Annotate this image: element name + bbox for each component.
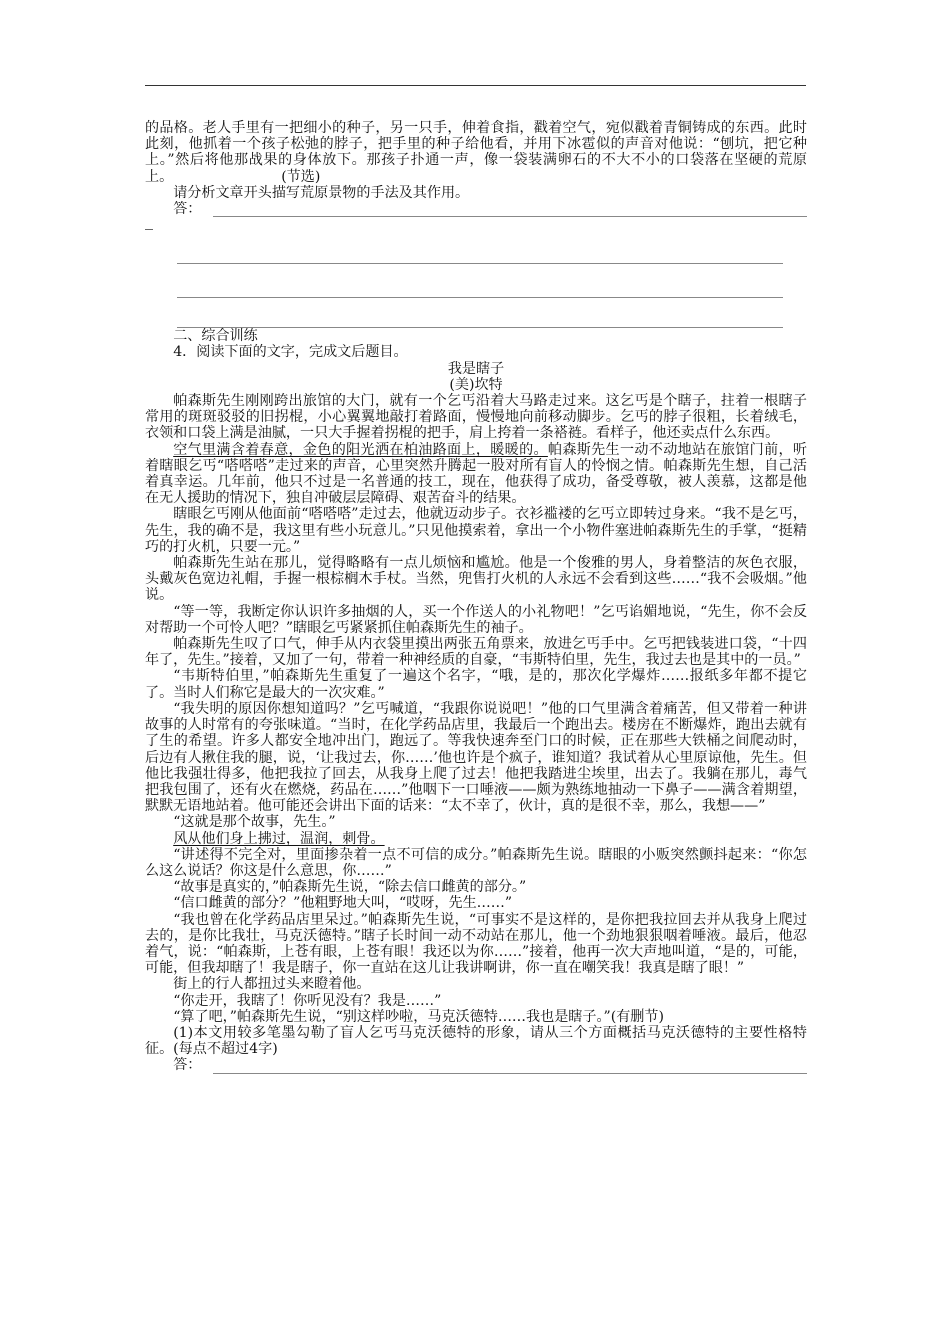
article-paragraph-13: “信口雌黄的部分？”他粗野地大叫，“哎呀，先生……” <box>173 895 513 912</box>
article-paragraph-10 <box>145 831 807 847</box>
article-paragraph-17: “算了吧，”帕森斯先生说，“别这样吵啦，马克沃德特……我也是瞎子。”(有删节) <box>173 1008 664 1025</box>
article-title: 我是瞎子 <box>447 360 505 377</box>
header-rule <box>145 85 806 86</box>
question-4-intro: 4．阅读下面的文字，完成文后题目。 <box>173 344 408 361</box>
prev-question: 请分析文章开头描写荒原景物的手法及其作用。 <box>173 184 470 201</box>
document-body <box>145 120 807 1074</box>
article-paragraph-3: 瞎眼乞丐刚从他面前“嗒嗒嗒”走过去，他就迈动步子。衣衫褴褛的乞丐立即转过身来。“我不是乞丐，先生，我的确不是，我这里有些小玩意儿。”只见他摸索着，拿出一个小物件塞进帕森斯先生的手掌，“挺精巧的打火机，只要一元。” <box>145 506 807 555</box>
article-paragraph-14: “我也曾在化学药品店里呆过。”帕森斯先生说，“可事实不是这样的，是你把我拉回去并从我身上爬过去的，是你比我壮，马克沃德特。”瞎子长时间一动不动站在那儿，他一个劲地狠狠咽着唾液。最后，他忍着气，说：“帕森斯，上苍有眼，上苍有眼！我还以为你……”接着，他再一次大声地叫道，“是的，可能，可能，但我却瞎了！我是瞎子，你一直站在这儿让我讲啊讲，你一直在嘲笑我！我真是瞎了眼！” <box>145 911 807 977</box>
article-paragraph-5: “等一等，我断定你认识许多抽烟的人，买一个作送人的小礼物吧！”乞丐谄媚地说，“先生，你不会反对帮助一个可怜人吧？”瞎眼乞丐紧紧抓住帕森斯先生的袖子。 <box>145 603 807 636</box>
article-paragraph-2: 空气里满含着春意，金色的阳光洒在柏油路面上，暖暖的。帕森斯先生一动不动地站在旅馆门前，听着瞎眼乞丐“嗒嗒嗒”走过来的声音，心里突然升腾起一股对所有盲人的怜悯之情。帕森斯先生想，自己活着真幸运。几年前，他只不过是一名普通的技工，现在，他获得了成功，备受尊敬，被人羡慕，这都是他在无人援助的情况下，独自冲破层层障碍、艰苦奋斗的结果。 <box>145 441 808 507</box>
article-paragraph-16: “你走开，我瞎了！你听见没有？我是……” <box>173 992 442 1009</box>
question-1: (1)本文用较多笔墨勾勒了盲人乞丐马克沃德特的形象，请从三个方面概括马克沃德特的主要性格特征。(每点不超过4字) <box>145 1024 807 1058</box>
section-title: 二、综合训练 <box>173 328 258 345</box>
excerpt-note: (节选) <box>281 168 321 185</box>
article-paragraph-7: “韦斯特伯里，”帕森斯先生重复了一遍这个名字，“哦，是的，那次化学爆炸……报纸多年都不提它了。当时人们称它是最大的一次灾难。” <box>145 668 807 701</box>
article-paragraph-11: “讲述得不完全对，里面掺杂着一点不可信的成分。”帕森斯先生说。瞎眼的小贩突然颤抖起来：“你怎么这么说话？你这是什么意思，你……” <box>145 846 807 879</box>
article-paragraph-6: 帕森斯先生叹了口气，伸手从内衣袋里摸出两张五角票来，放进乞丐手中。乞丐把钱装进口袋，“十四年了，先生。”接着，又加了一句，带着一种神经质的自豪，“韦斯特伯里，先生，我过去也是其中的一员。” <box>145 636 807 669</box>
answer-label: 答： <box>173 201 202 218</box>
prev-answer[interactable] <box>145 201 807 217</box>
article-paragraph-8: “我失明的原因你想知道吗？”乞丐喊道，“我跟你说说吧！”他的口气里满含着痛苦，但又带着一种讲故事的人时常有的夸张味道。“当时，在化学药品店里，我最后一个跑出去。楼房在不断爆炸，跑出去就有了生的希望。许多人都安全地冲出门，跑远了。等我快速奔至门口的时候，正在那些大铁桶之间爬动时，后边有人揪住我的腿，说，‘让我过去，你……’他也许是个疯子，谁知道？我试着从心里原谅他，先生。但他比我强壮得多，他把我拉了回去，从我身上爬了过去！他把我踏进尘埃里，出去了。我躺在那儿，毒气把我包围了，还有火在燃烧，药品在……”他咽下一口唾液——颇为熟练地抽动一下鼻子——满含着期望，默默无语地站着。他可能还会讲出下面的话来：“太不幸了，伙计，真的是很不幸，那么，我想——” <box>145 700 807 815</box>
underlined-sentence-1: 空气里满含着春意，金色的阳光洒在柏油路面上，暖暖的。 <box>173 441 548 458</box>
prev-paragraph: 的品格。老人手里有一把细小的种子，另一只手，伸着食指，戳着空气，宛似戳着青铜铸成的东西。此时此刻，他抓着一个孩子松弛的脖子，把手里的种子给他看，并用下冰雹似的声音对他说：“刨坑，把它种上。”然后将他那战果的身体放下。那孩子扑通一声，像一袋装满卵石的不大不小的口袋落在坚硬的荒原上。 (节选) <box>145 120 807 185</box>
underlined-sentence-2: 风从他们身上拂过，温润，刺骨。 <box>173 830 385 847</box>
article-paragraph-15: 街上的行人都扭过头来瞪着他。 <box>173 976 371 993</box>
answer-line[interactable] <box>213 204 807 217</box>
article-paragraph-12: “故事是真实的，”帕森斯先生说，“除去信口雌黄的部分。” <box>173 879 527 896</box>
article-paragraph-4: 帕森斯先生站在那儿，觉得略略有一点儿烦恼和尴尬。他是一个俊雅的男人，身着整洁的灰色衣服，头戴灰色宽边礼帽，手握一根棕榈木手杖。当然，兜售打火机的人永远不会看到这些……“我不会吸烟。”他说。 <box>145 555 807 604</box>
article-paragraph-9: “这就是那个故事，先生。” <box>173 814 336 831</box>
answer-label-q1: 答： <box>173 1057 202 1074</box>
question-1-answer[interactable] <box>145 1057 807 1073</box>
article-paragraph-1: 帕森斯先生刚刚跨出旅馆的大门，就有一个乞丐沿着大马路走过来。这乞丐是个瞎子，拄着一根瞎子常用的斑斑驳驳的旧拐棍，小心翼翼地敲打着路面，慢慢地向前移动脚步。乞丐的脖子很粗，长着绒毛，衣领和口袋上满是油腻，一只大手握着拐棍的把手，肩上挎着一条褡裢。看样子，他还卖点什么东西。 <box>145 393 807 442</box>
article-author: (美)坎特 <box>449 376 503 393</box>
answer-line-q1[interactable] <box>213 1061 807 1074</box>
